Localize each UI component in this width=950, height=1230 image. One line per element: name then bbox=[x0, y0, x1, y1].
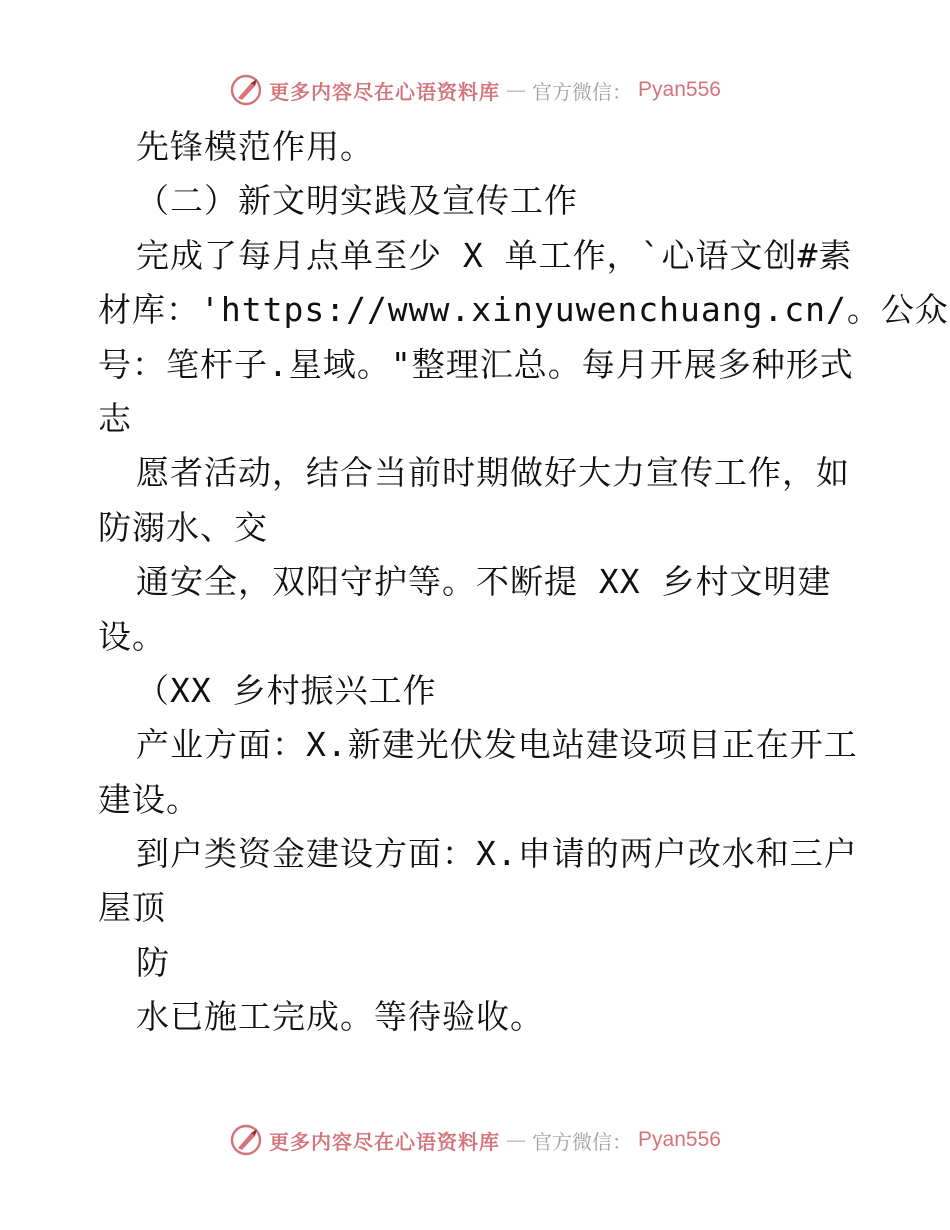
watermark-header bbox=[0, 70, 950, 110]
text-line: 设。 bbox=[98, 616, 166, 656]
text-line: 志 bbox=[98, 398, 132, 438]
document-body bbox=[98, 120, 949, 1045]
text-line: 号：笔杆子.星域。"整理汇总。每月开展多种形式 bbox=[98, 344, 854, 384]
section-heading: （XX 乡村振兴工作 bbox=[136, 670, 437, 710]
text-line: 水已施工完成。等待验收。 bbox=[136, 997, 544, 1037]
text-line: 屋顶 bbox=[98, 888, 166, 928]
section-heading: （二）新文明实践及宣传工作 bbox=[136, 181, 578, 221]
watermark-label: 官方微信： bbox=[532, 1129, 633, 1154]
text-line: 先锋模范作用。 bbox=[136, 127, 374, 166]
text-line: 防 bbox=[136, 942, 170, 982]
text-line: 完成了每月点单至少 X 单工作，`心语文创#素 bbox=[136, 235, 853, 275]
text-line: 通安全，双阳守护等。不断提 XX 乡村文明建 bbox=[136, 562, 832, 602]
text-line: 材库：'https://www.xinyuwenchuang.cn/。公众 bbox=[98, 290, 949, 330]
text-line: 到户类资金建设方面：X.申请的两户改水和三户 bbox=[136, 834, 858, 874]
watermark-id: Pyan556 bbox=[638, 78, 721, 101]
text-line: 产业方面：X.新建光伏发电站建设项目正在开工 bbox=[136, 725, 858, 765]
text-line: 建设。 bbox=[98, 779, 200, 819]
watermark-footer bbox=[0, 1120, 950, 1160]
watermark-dash: — bbox=[506, 1128, 527, 1152]
watermark-text: 更多内容尽在心语资料库 bbox=[269, 1129, 501, 1154]
watermark-dash: — bbox=[506, 78, 527, 102]
quill-logo-icon bbox=[229, 73, 263, 107]
watermark-id: Pyan556 bbox=[638, 1128, 721, 1151]
quill-logo-icon bbox=[229, 1123, 263, 1157]
watermark-text: 更多内容尽在心语资料库 bbox=[269, 79, 501, 104]
text-line: 愿者活动，结合当前时期做好大力宣传工作，如 bbox=[136, 453, 850, 493]
watermark-label: 官方微信： bbox=[532, 79, 633, 104]
text-line: 防溺水、交 bbox=[98, 507, 268, 547]
